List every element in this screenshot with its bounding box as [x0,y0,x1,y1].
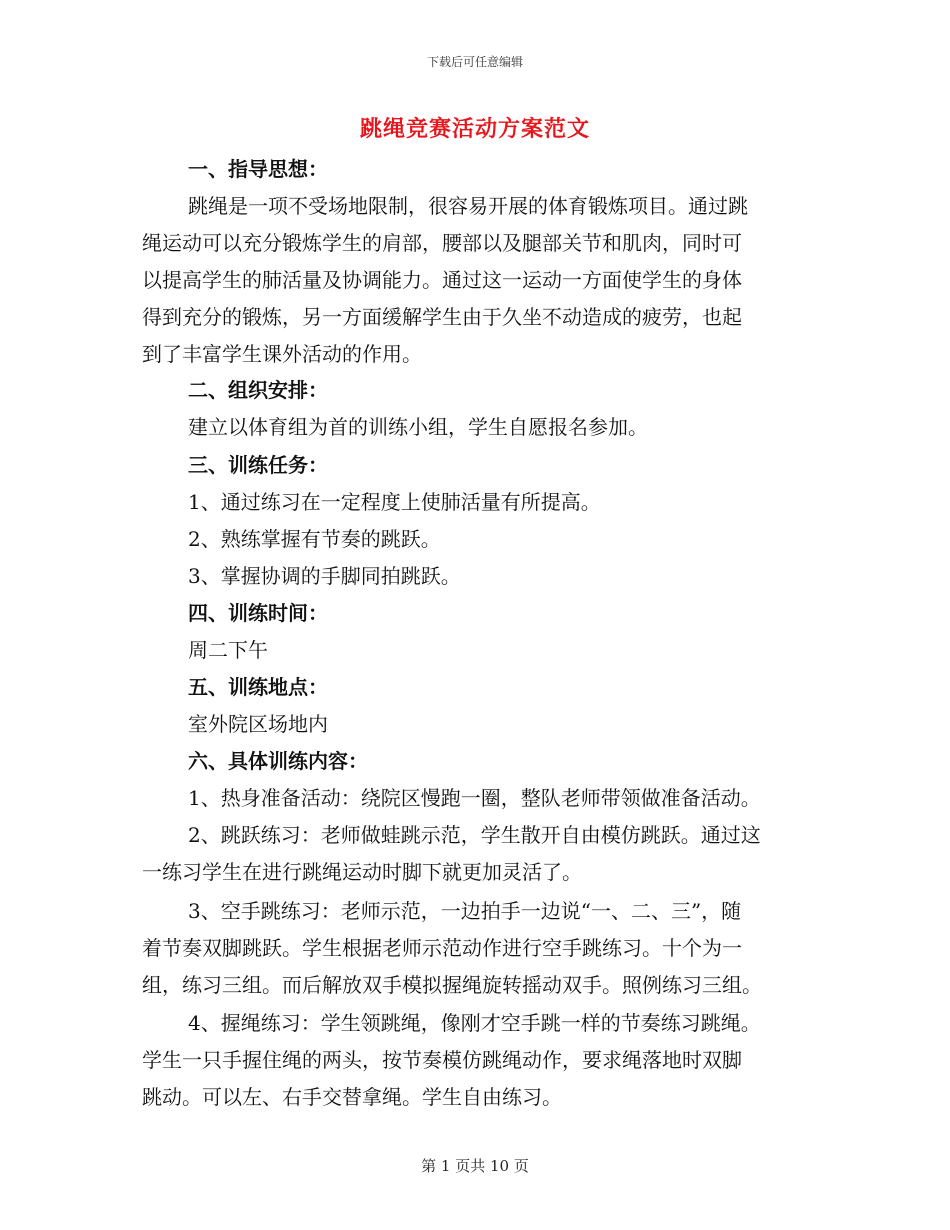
paragraph-line: 组，练习三组。而后解放双手模拟握绳旋转摇动双手。照例练习三组。 [142,973,762,997]
paragraph-line: 绳运动可以充分锻炼学生的肩部，腰部以及腿部关节和肌肉，同时可 [142,231,742,255]
paragraph-line: 学生一只手握住绳的两头，按节奏模仿跳绳动作，要求绳落地时双脚 [142,1048,742,1072]
section-heading: 二、组织安排： [188,378,328,402]
paragraph-line: 2、跳跃练习：老师做蛙跳示范，学生散开自由模仿跳跃。通过这 [188,823,761,847]
paragraph-line: 跳绳是一项不受场地限制，很容易开展的体育锻炼项目。通过跳 [188,194,748,218]
paragraph-line: 2、熟练掌握有节奏的跳跃。 [188,527,441,551]
paragraph-line: 着节奏双脚跳跃。学生根据老师示范动作进行空手跳练习。十个为一 [142,936,742,960]
paragraph-line: 得到充分的锻炼，另一方面缓解学生由于久坐不动造成的疲劳，也起 [142,305,742,329]
paragraph-line: 4、握绳练习：学生领跳绳，像刚才空手跳一样的节奏练习跳绳。 [188,1011,761,1035]
paragraph-line: 3、空手跳练习：老师示范，一边拍手一边说“一、二、三”，随 [188,899,742,923]
page-footer: 第 1 页共 10 页 [421,1157,529,1175]
paragraph-line: 建立以体育组为首的训练小组，学生自愿报名参加。 [188,415,648,439]
document-title: 跳绳竞赛活动方案范文 [359,116,590,142]
paragraph-line: 以提高学生的肺活量及协调能力。通过这一运动一方面使学生的身体 [142,268,742,292]
paragraph-line: 1、热身准备活动：绕院区慢跑一圈，整队老师带领做准备活动。 [188,786,761,810]
section-heading: 一、指导思想： [188,157,328,181]
section-heading: 五、训练地点： [188,675,328,699]
paragraph-line: 室外院区场地内 [188,712,328,736]
section-heading: 六、具体训练内容： [188,749,368,773]
paragraph-line: 一练习学生在进行跳绳运动时脚下就更加灵活了。 [142,860,582,884]
header-note: 下载后可任意编辑 [426,55,523,69]
section-heading: 三、训练任务： [188,453,328,477]
paragraph-line: 周二下午 [188,638,268,662]
paragraph-line: 1、通过练习在一定程度上使肺活量有所提高。 [188,490,601,514]
paragraph-line: 3、掌握协调的手脚同拍跳跃。 [188,564,461,588]
section-heading: 四、训练时间： [188,601,328,625]
paragraph-line: 到了丰富学生课外活动的作用。 [142,342,422,366]
paragraph-line: 跳动。可以左、右手交替拿绳。学生自由练习。 [142,1085,562,1109]
